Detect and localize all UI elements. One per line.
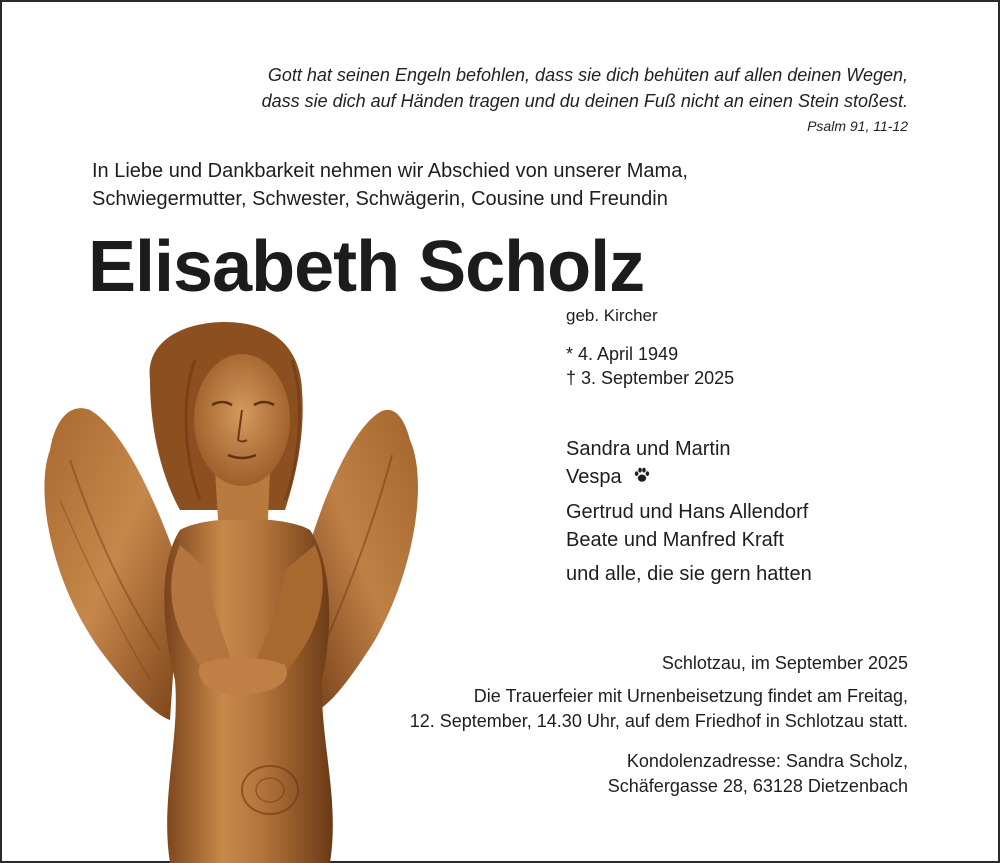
- mourner-line: Beate und Manfred Kraft: [566, 529, 784, 551]
- place-date: Schlotzau, im September 2025: [661, 653, 908, 673]
- wooden-angel-image: [30, 320, 430, 863]
- pet-name: Vespa: [566, 466, 622, 488]
- paw-icon: [633, 464, 651, 492]
- bible-verse: [208, 62, 908, 114]
- birth-name: geb. Kircher: [566, 306, 658, 325]
- mourner-line-pet: [566, 463, 812, 492]
- life-dates: [566, 342, 734, 390]
- death-date: † 3. September 2025: [566, 368, 735, 388]
- mourner-line: und alle, die sie gern hatten: [566, 563, 812, 585]
- condolence-line: Kondolenzadresse: Sandra Scholz,: [626, 751, 908, 771]
- mourner-line: Sandra und Martin: [566, 438, 731, 460]
- mourner-line: Gertrud und Hans Allendorf: [566, 501, 809, 523]
- service-line: Die Trauerfeier mit Urnenbeisetzung findet am Freitag,: [473, 686, 908, 706]
- intro-text: [92, 157, 792, 213]
- intro-line: Schwiegermutter, Schwester, Schwägerin, Cousine und Freundin: [92, 188, 668, 210]
- mourners-list: [566, 435, 812, 588]
- birth-date: * 4. April 1949: [566, 344, 679, 364]
- service-line: 12. September, 14.30 Uhr, auf dem Friedhof in Schlotzau statt.: [409, 711, 908, 731]
- verse-line: Gott hat seinen Engeln befohlen, dass sie dich behüten auf allen deinen Wegen,: [267, 65, 908, 85]
- condolence-line: Schäfergasse 28, 63128 Dietzenbach: [607, 776, 908, 796]
- intro-line: In Liebe und Dankbarkeit nehmen wir Abschied von unserer Mama,: [92, 160, 688, 182]
- verse-line: dass sie dich auf Händen tragen und du deinen Fuß nicht an einen Stein stoßest.: [261, 91, 908, 111]
- deceased-name: Elisabeth Scholz: [88, 227, 645, 307]
- verse-reference: Psalm 91, 11-12: [807, 118, 908, 134]
